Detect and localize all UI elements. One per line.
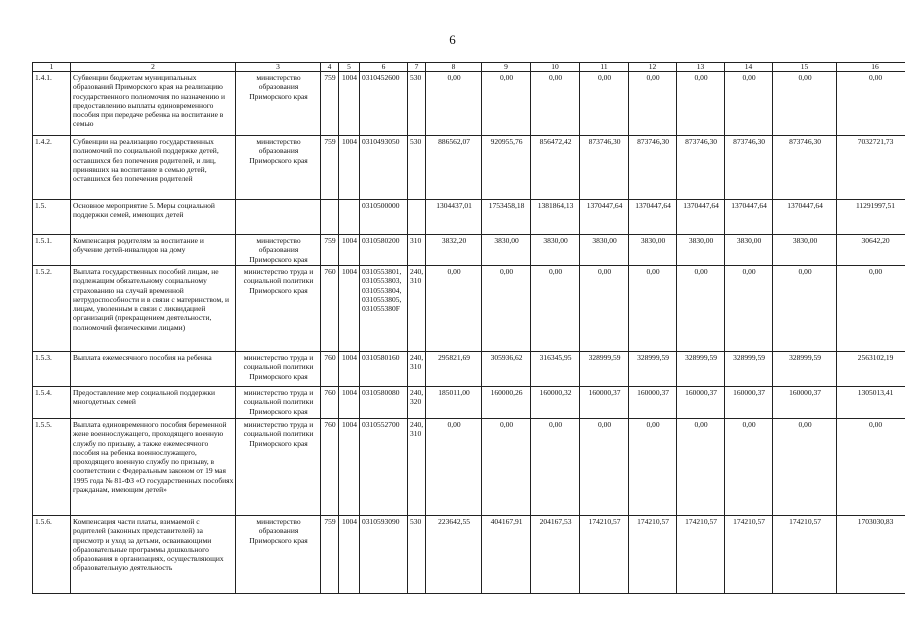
amount-cell: 0,00 — [482, 72, 531, 136]
target-code: 0310580160 — [360, 352, 408, 387]
executor: министерство труда и социальной политики Приморского края — [236, 387, 321, 419]
amount-cell: 856472,42 — [531, 136, 580, 200]
amount-cell: 160000,37 — [725, 387, 773, 419]
amount-cell: 0,00 — [773, 72, 837, 136]
amount-cell: 0,00 — [482, 419, 531, 516]
grbs-code: 760 — [321, 387, 339, 419]
amount-cell: 0,00 — [677, 419, 725, 516]
amount-cell: 1753458,18 — [482, 200, 531, 235]
grbs-code: 760 — [321, 352, 339, 387]
header-cell: 13 — [677, 63, 725, 72]
expense-type — [408, 200, 426, 235]
executor: министерство труда и социальной политики Приморского края — [236, 352, 321, 387]
amount-cell: 174210,57 — [580, 516, 629, 594]
expense-type: 530 — [408, 516, 426, 594]
grbs-code — [321, 200, 339, 235]
target-code: 0310452600 — [360, 72, 408, 136]
executor — [236, 200, 321, 235]
amount-cell: 328999,59 — [725, 352, 773, 387]
amount-cell: 295821,69 — [426, 352, 482, 387]
section-code: 1004 — [339, 235, 360, 266]
section-code: 1004 — [339, 387, 360, 419]
total-cell: 1703030,83 — [837, 516, 905, 594]
expense-type: 240, 320 — [408, 387, 426, 419]
header-cell: 8 — [426, 63, 482, 72]
executor: министерство образования Приморского края — [236, 516, 321, 594]
amount-cell: 328999,59 — [773, 352, 837, 387]
header-cell: 1 — [33, 63, 71, 72]
amount-cell: 1370447,64 — [677, 200, 725, 235]
section-code: 1004 — [339, 352, 360, 387]
table-row — [33, 235, 905, 266]
amount-cell: 0,00 — [629, 266, 677, 352]
row-number: 1.5.3. — [33, 352, 71, 387]
amount-cell: 0,00 — [531, 419, 580, 516]
amount-cell: 1370447,64 — [773, 200, 837, 235]
amount-cell: 873746,30 — [725, 136, 773, 200]
amount-cell: 0,00 — [773, 266, 837, 352]
amount-cell: 1370447,64 — [629, 200, 677, 235]
section-code — [339, 200, 360, 235]
row-number: 1.5.5. — [33, 419, 71, 516]
expense-type: 240, 310 — [408, 352, 426, 387]
amount-cell: 873746,30 — [629, 136, 677, 200]
amount-cell: 0,00 — [580, 72, 629, 136]
total-cell: 30642,20 — [837, 235, 905, 266]
amount-cell: 873746,30 — [677, 136, 725, 200]
measure-name: Предоставление мер социальной поддержки многодетных семей — [71, 387, 236, 419]
amount-cell: 0,00 — [677, 266, 725, 352]
amount-cell: 3830,00 — [725, 235, 773, 266]
table-row — [33, 136, 905, 200]
expense-type: 530 — [408, 72, 426, 136]
table-row — [33, 200, 905, 235]
amount-cell: 1304437,01 — [426, 200, 482, 235]
table-header-row — [33, 63, 905, 72]
target-code: 0310493050 — [360, 136, 408, 200]
expense-type: 240, 310 — [408, 266, 426, 352]
amount-cell: 174210,57 — [629, 516, 677, 594]
amount-cell: 0,00 — [629, 72, 677, 136]
measure-name: Выплата государственных пособий лицам, не подлежащим обязательному социальному страхованию на случай временной нетрудоспособности и в связи с материнством, и лицам, уволенным в связи с ликвидацией организаций (прекращением деятельности, полномочий физическими лицами) — [71, 266, 236, 352]
table-row — [33, 352, 905, 387]
grbs-code: 760 — [321, 266, 339, 352]
table-row — [33, 266, 905, 352]
amount-cell: 0,00 — [629, 419, 677, 516]
row-number: 1.5.2. — [33, 266, 71, 352]
amount-cell: 0,00 — [531, 266, 580, 352]
amount-cell: 0,00 — [580, 419, 629, 516]
section-code: 1004 — [339, 516, 360, 594]
total-cell: 2563102,19 — [837, 352, 905, 387]
amount-cell: 160000,37 — [629, 387, 677, 419]
section-code: 1004 — [339, 136, 360, 200]
amount-cell: 873746,30 — [580, 136, 629, 200]
target-code: 0310593090 — [360, 516, 408, 594]
executor: министерство труда и социальной политики Приморского края — [236, 419, 321, 516]
budget-table — [32, 62, 905, 594]
grbs-code: 759 — [321, 72, 339, 136]
amount-cell: 204167,53 — [531, 516, 580, 594]
measure-name: Выплата единовременного пособия беременной жене военнослужащего, проходящего военную службу по призыву, а также ежемесячного пособия на ребенка военнослужащего, проходящего военную службу по призыву, в соответствии с Федеральным законом от 19 мая 1995 года № 81-ФЗ «О государственных пособиях гражданам, имеющим детей» — [71, 419, 236, 516]
grbs-code: 760 — [321, 419, 339, 516]
table-row — [33, 387, 905, 419]
header-cell: 7 — [408, 63, 426, 72]
row-number: 1.4.1. — [33, 72, 71, 136]
table-row — [33, 419, 905, 516]
measure-name: Выплата ежемесячного пособия на ребенка — [71, 352, 236, 387]
grbs-code: 759 — [321, 235, 339, 266]
amount-cell: 1370447,64 — [580, 200, 629, 235]
target-code: 0310580080 — [360, 387, 408, 419]
executor: министерство образования Приморского края — [236, 136, 321, 200]
amount-cell: 0,00 — [725, 266, 773, 352]
total-cell: 1305013,41 — [837, 387, 905, 419]
amount-cell: 174210,57 — [773, 516, 837, 594]
amount-cell: 223642,55 — [426, 516, 482, 594]
amount-cell: 1370447,64 — [725, 200, 773, 235]
target-code: 0310500000 — [360, 200, 408, 235]
amount-cell: 174210,57 — [725, 516, 773, 594]
amount-cell: 0,00 — [426, 419, 482, 516]
measure-name: Субвенции на реализацию государственных полномочий по социальной поддержке детей, оставшихся без попечения родителей, и лиц, принявших на воспитание в семью детей, оставшихся без попечения родителей — [71, 136, 236, 200]
section-code: 1004 — [339, 419, 360, 516]
total-cell: 0,00 — [837, 72, 905, 136]
amount-cell: 886562,07 — [426, 136, 482, 200]
target-code: 0310580200 — [360, 235, 408, 266]
total-cell: 7032721,73 — [837, 136, 905, 200]
amount-cell: 0,00 — [725, 419, 773, 516]
amount-cell: 185011,00 — [426, 387, 482, 419]
amount-cell: 0,00 — [725, 72, 773, 136]
expense-type: 310 — [408, 235, 426, 266]
expense-type: 240, 310 — [408, 419, 426, 516]
amount-cell: 3830,00 — [773, 235, 837, 266]
header-cell: 11 — [580, 63, 629, 72]
total-cell: 0,00 — [837, 419, 905, 516]
row-number: 1.5.6. — [33, 516, 71, 594]
measure-name: Субвенции бюджетам муниципальных образований Приморского края на реализацию государственного полномочия по назначению и предоставлению выплаты единовременного пособия при передаче ребенка на воспитание в семью — [71, 72, 236, 136]
amount-cell: 174210,57 — [677, 516, 725, 594]
amount-cell: 160000,37 — [677, 387, 725, 419]
header-cell: 6 — [360, 63, 408, 72]
table-row — [33, 516, 905, 594]
header-cell: 5 — [339, 63, 360, 72]
amount-cell: 316345,95 — [531, 352, 580, 387]
header-cell: 4 — [321, 63, 339, 72]
header-cell: 16 — [837, 63, 905, 72]
target-code: 0310553801, 0310553803, 0310553804, 0310553805, 031055380F — [360, 266, 408, 352]
amount-cell: 305936,62 — [482, 352, 531, 387]
header-cell: 9 — [482, 63, 531, 72]
amount-cell: 3830,00 — [629, 235, 677, 266]
amount-cell: 3832,20 — [426, 235, 482, 266]
amount-cell: 920955,76 — [482, 136, 531, 200]
section-code: 1004 — [339, 266, 360, 352]
amount-cell: 3830,00 — [677, 235, 725, 266]
amount-cell: 3830,00 — [531, 235, 580, 266]
amount-cell: 0,00 — [677, 72, 725, 136]
amount-cell: 1381864,13 — [531, 200, 580, 235]
amount-cell: 0,00 — [426, 72, 482, 136]
row-number: 1.5.4. — [33, 387, 71, 419]
measure-name: Основное мероприятие 5. Меры социальной поддержки семей, имеющих детей — [71, 200, 236, 235]
page-number: 6 — [449, 32, 456, 47]
amount-cell: 0,00 — [773, 419, 837, 516]
amount-cell: 3830,00 — [580, 235, 629, 266]
header-cell: 14 — [725, 63, 773, 72]
executor: министерство образования Приморского края — [236, 235, 321, 266]
amount-cell: 0,00 — [482, 266, 531, 352]
row-number: 1.5.1. — [33, 235, 71, 266]
header-cell: 10 — [531, 63, 580, 72]
total-cell: 11291997,51 — [837, 200, 905, 235]
amount-cell: 0,00 — [580, 266, 629, 352]
row-number: 1.4.2. — [33, 136, 71, 200]
measure-name: Компенсация родителям за воспитание и обучение детей-инвалидов на дому — [71, 235, 236, 266]
amount-cell: 160000,37 — [580, 387, 629, 419]
header-cell: 2 — [71, 63, 236, 72]
amount-cell: 160000,26 — [482, 387, 531, 419]
header-cell: 12 — [629, 63, 677, 72]
amount-cell: 0,00 — [426, 266, 482, 352]
amount-cell: 160000,32 — [531, 387, 580, 419]
total-cell: 0,00 — [837, 266, 905, 352]
amount-cell: 328999,59 — [580, 352, 629, 387]
grbs-code: 759 — [321, 516, 339, 594]
amount-cell: 160000,37 — [773, 387, 837, 419]
section-code: 1004 — [339, 72, 360, 136]
measure-name: Компенсация части платы, взимаемой с родителей (законных представителей) за присмотр и уход за детьми, осваивающими образовательные программы дошкольного образования в организациях, осуществляющих образовательную деятельность — [71, 516, 236, 594]
expense-type: 530 — [408, 136, 426, 200]
executor: министерство труда и социальной политики Приморского края — [236, 266, 321, 352]
header-cell: 3 — [236, 63, 321, 72]
executor: министерство образования Приморского края — [236, 72, 321, 136]
row-number: 1.5. — [33, 200, 71, 235]
amount-cell: 3830,00 — [482, 235, 531, 266]
grbs-code: 759 — [321, 136, 339, 200]
table-row — [33, 72, 905, 136]
target-code: 0310552700 — [360, 419, 408, 516]
amount-cell: 873746,30 — [773, 136, 837, 200]
header-cell: 15 — [773, 63, 837, 72]
amount-cell: 328999,59 — [629, 352, 677, 387]
amount-cell: 0,00 — [531, 72, 580, 136]
amount-cell: 404167,91 — [482, 516, 531, 594]
amount-cell: 328999,59 — [677, 352, 725, 387]
table-body — [33, 72, 905, 594]
